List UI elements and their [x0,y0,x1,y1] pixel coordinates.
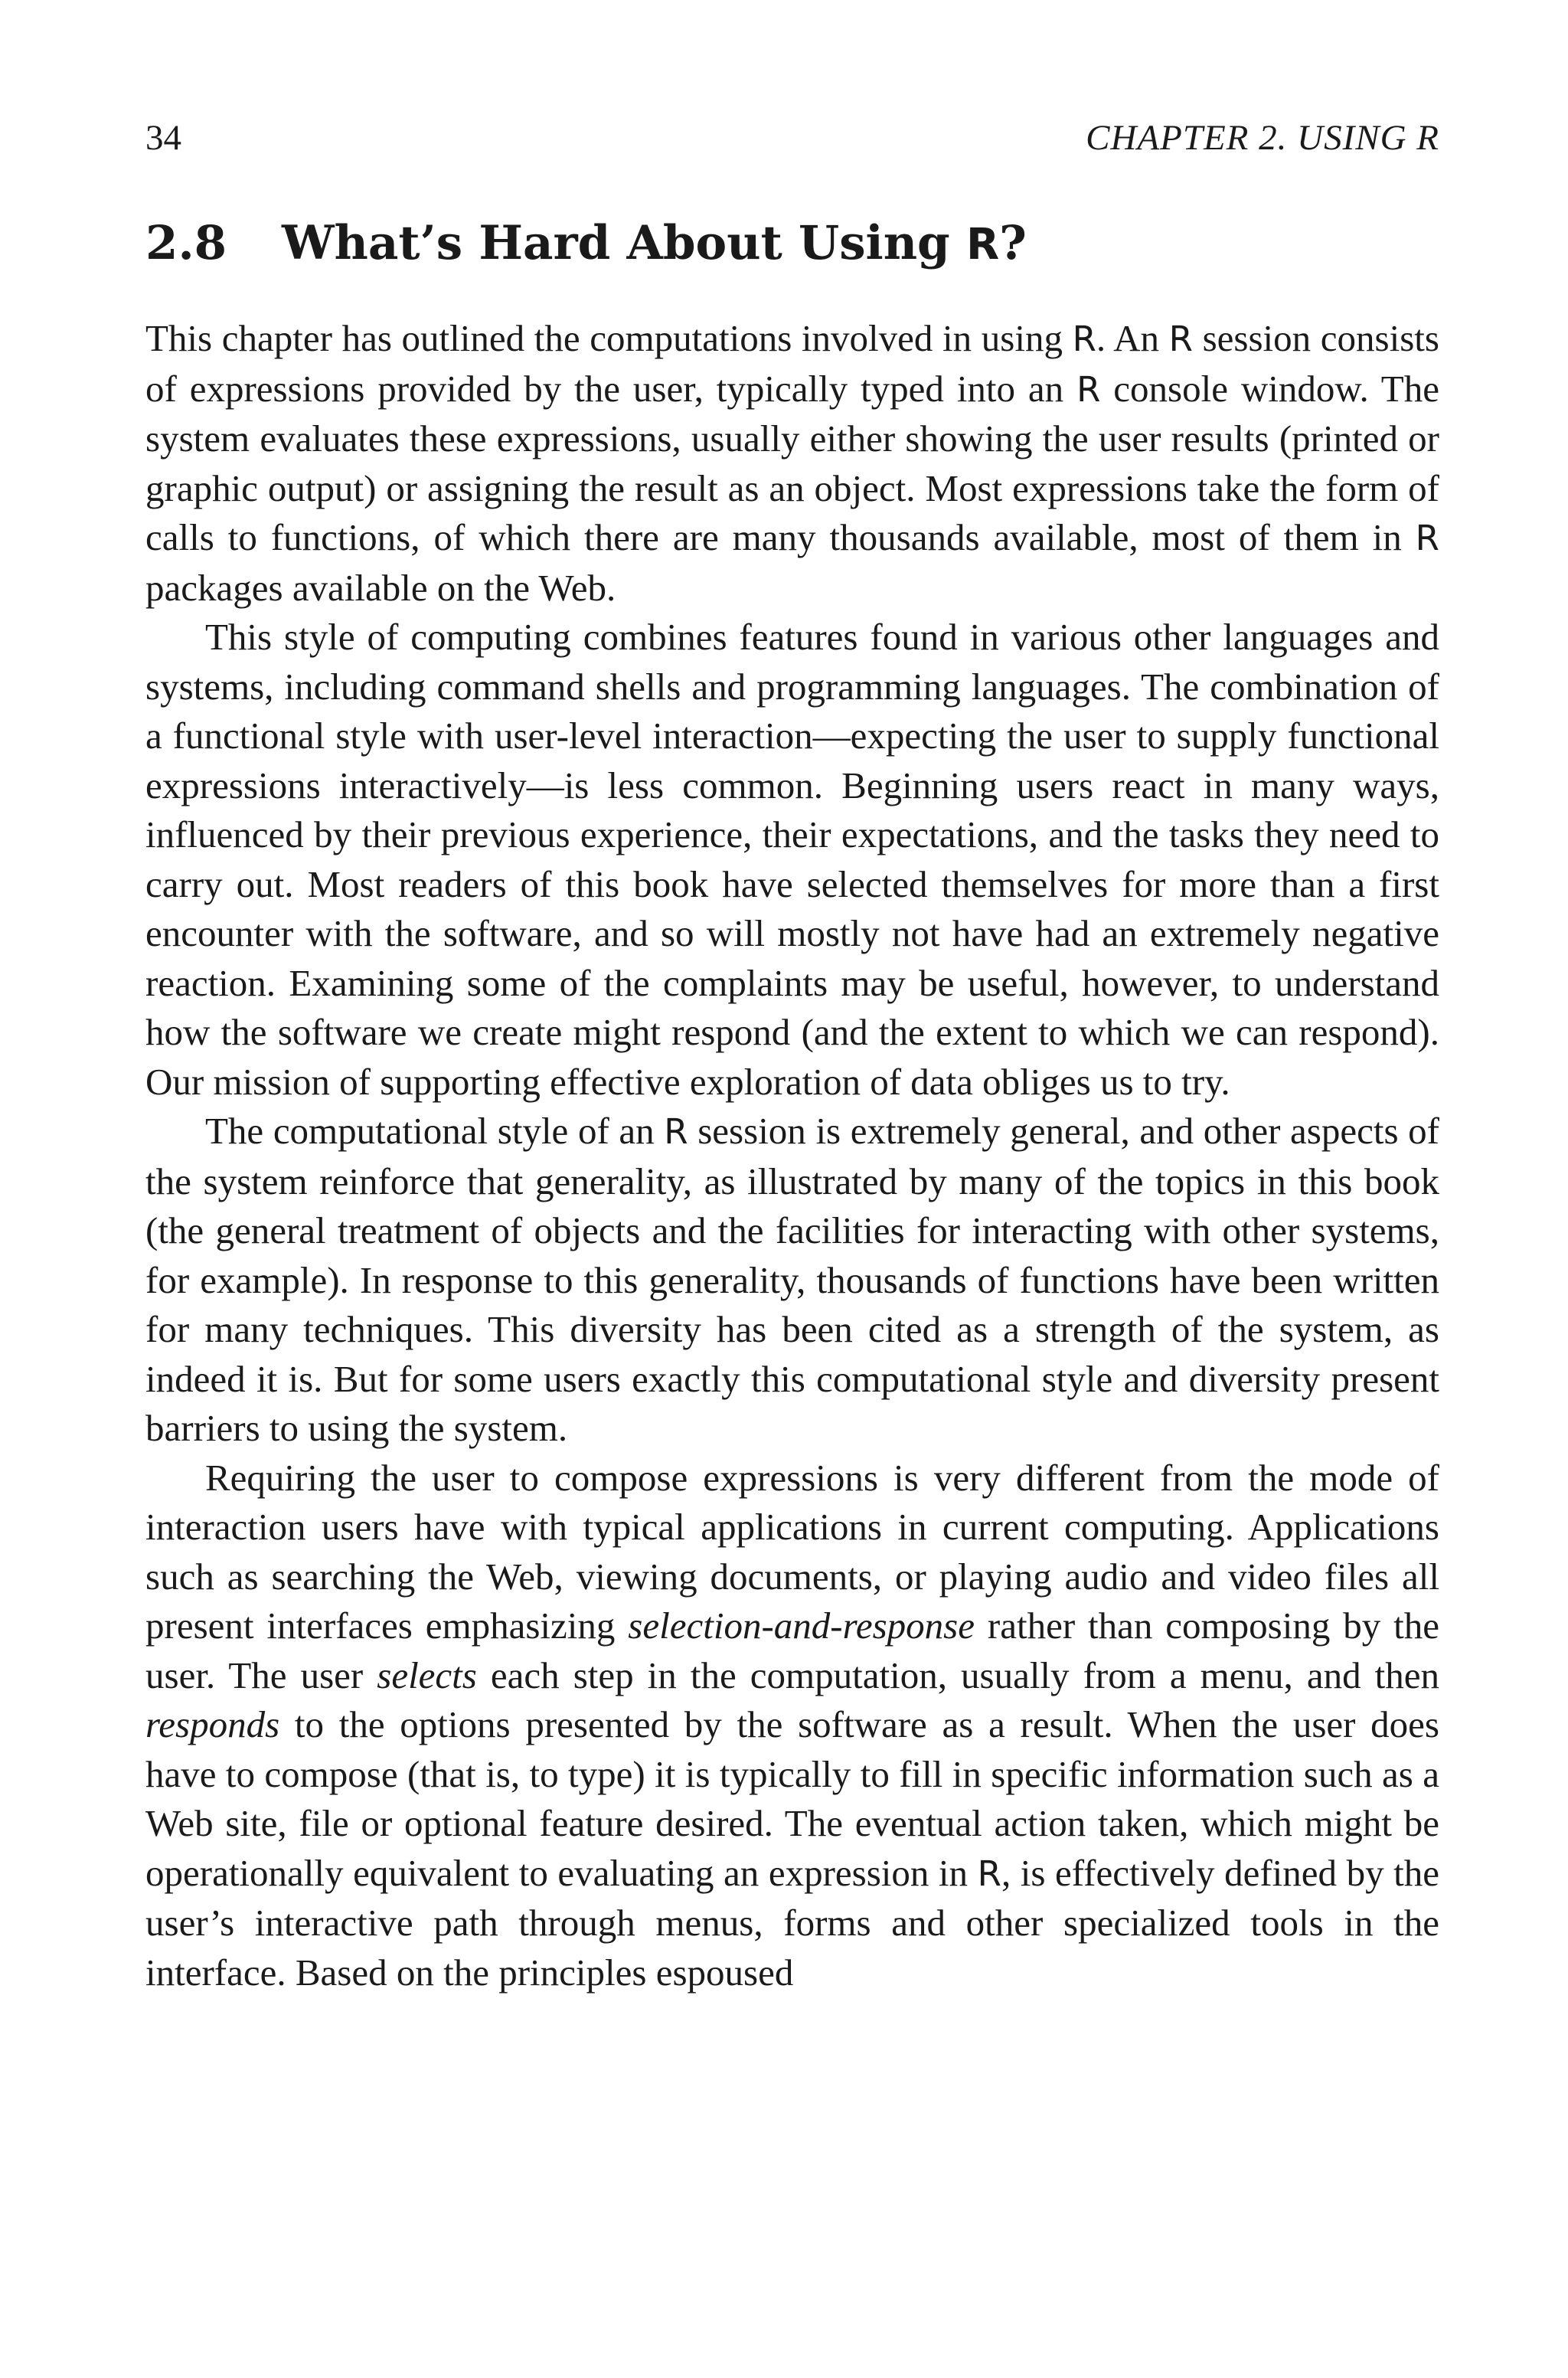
section-title: What’s Hard About Using [282,216,966,270]
section-title-end: ? [999,216,1027,270]
text-run: rather than composing by the user. The user [145,1604,1440,1696]
text-run: session consists of expressions provided by the user, typically typed into an [145,317,1439,410]
text-run: each step in the computation, usually from a menu, and then [476,1653,1439,1696]
r-language-name: R [1168,319,1193,359]
r-language-name: R [1076,368,1101,410]
text-run: This style of computing combines features found in various other languages and systems, including command shells and programming languages. The combination of a functional style with user-level interaction—expecting the user to supply functional expressions interactively—is less common. Beginning users react in many ways, influenced by their previous experience, their expectations, and the tasks they need to carry out. Most readers of this book have selected themselves for more than a first encounter with the software, and so will mostly not have had an extremely negative reaction. Examining some of the complaints may be useful, however, to understand how the software we create might respond (and the extent to which we can respond). Our mission of supporting effective exploration of data obliges us to try. [145,616,1439,1103]
body-text [145,314,1439,1997]
r-language-name: R [1072,319,1096,359]
text-run: console window. The system evaluates these expressions, usually either showing the user results (printed or graphic output) or assigning the result as an object. Most expressions take the form of calls to functions, of which there are many thousands available, most of them in [145,367,1439,558]
page-number: 34 [145,118,181,158]
section-title-r: R [965,220,1000,270]
section-number: 2.8 [145,216,227,270]
r-language-name: R [1415,518,1439,558]
running-head [145,115,1439,161]
paragraph [145,613,1439,1107]
text-run: packages available on the Web. [145,566,616,609]
text-run: This chapter has outlined the computations involved in using [145,317,1073,359]
chapter-title: CHAPTER 2. USING R [1086,118,1439,158]
paragraph [145,314,1439,613]
emphasis-text: selects [377,1653,477,1696]
text-run: , is effectively defined by the user’s interactive path through menus, forms and other specialized tools in the interface. Based on the principles espoused [145,1851,1440,1994]
r-language-name: R [977,1853,1001,1894]
paragraph [145,1454,1439,1998]
text-run: The computational style of an [205,1110,665,1152]
book-page [145,0,1439,2378]
emphasis-text: selection-and-response [628,1604,975,1647]
text-run: to the options presented by the software as a result. When the user does have to compose (that is, to type) it is typically to fill in specific information such as a Web site, file or optional feature desired. The eventual action taken, which might be operationally equivalent to evaluating an expression in [145,1703,1439,1894]
text-run: session is extremely general, and other aspects of the system reinforce that generality, as illustrated by many of the topics in this book (the general treatment of objects and the facilities for interacting with other systems, for example). In response to this generality, thousands of functions have been written for many techniques. This diversity has been cited as a strength of the system, as indeed it is. But for some users exactly this computational style and diversity present barriers to using the system. [145,1110,1440,1449]
emphasis-text: responds [145,1703,280,1745]
text-run: . An [1096,317,1169,359]
paragraph [145,1107,1439,1454]
text-run: Requiring the user to compose expressions is very different from the mode of interaction users have with typical applications in current computing. Applications such as searching the Web, viewing documents, or playing audio and video files all present interfaces emphasizing [145,1456,1439,1647]
section-heading [145,213,1439,276]
r-language-name: R [664,1111,688,1152]
